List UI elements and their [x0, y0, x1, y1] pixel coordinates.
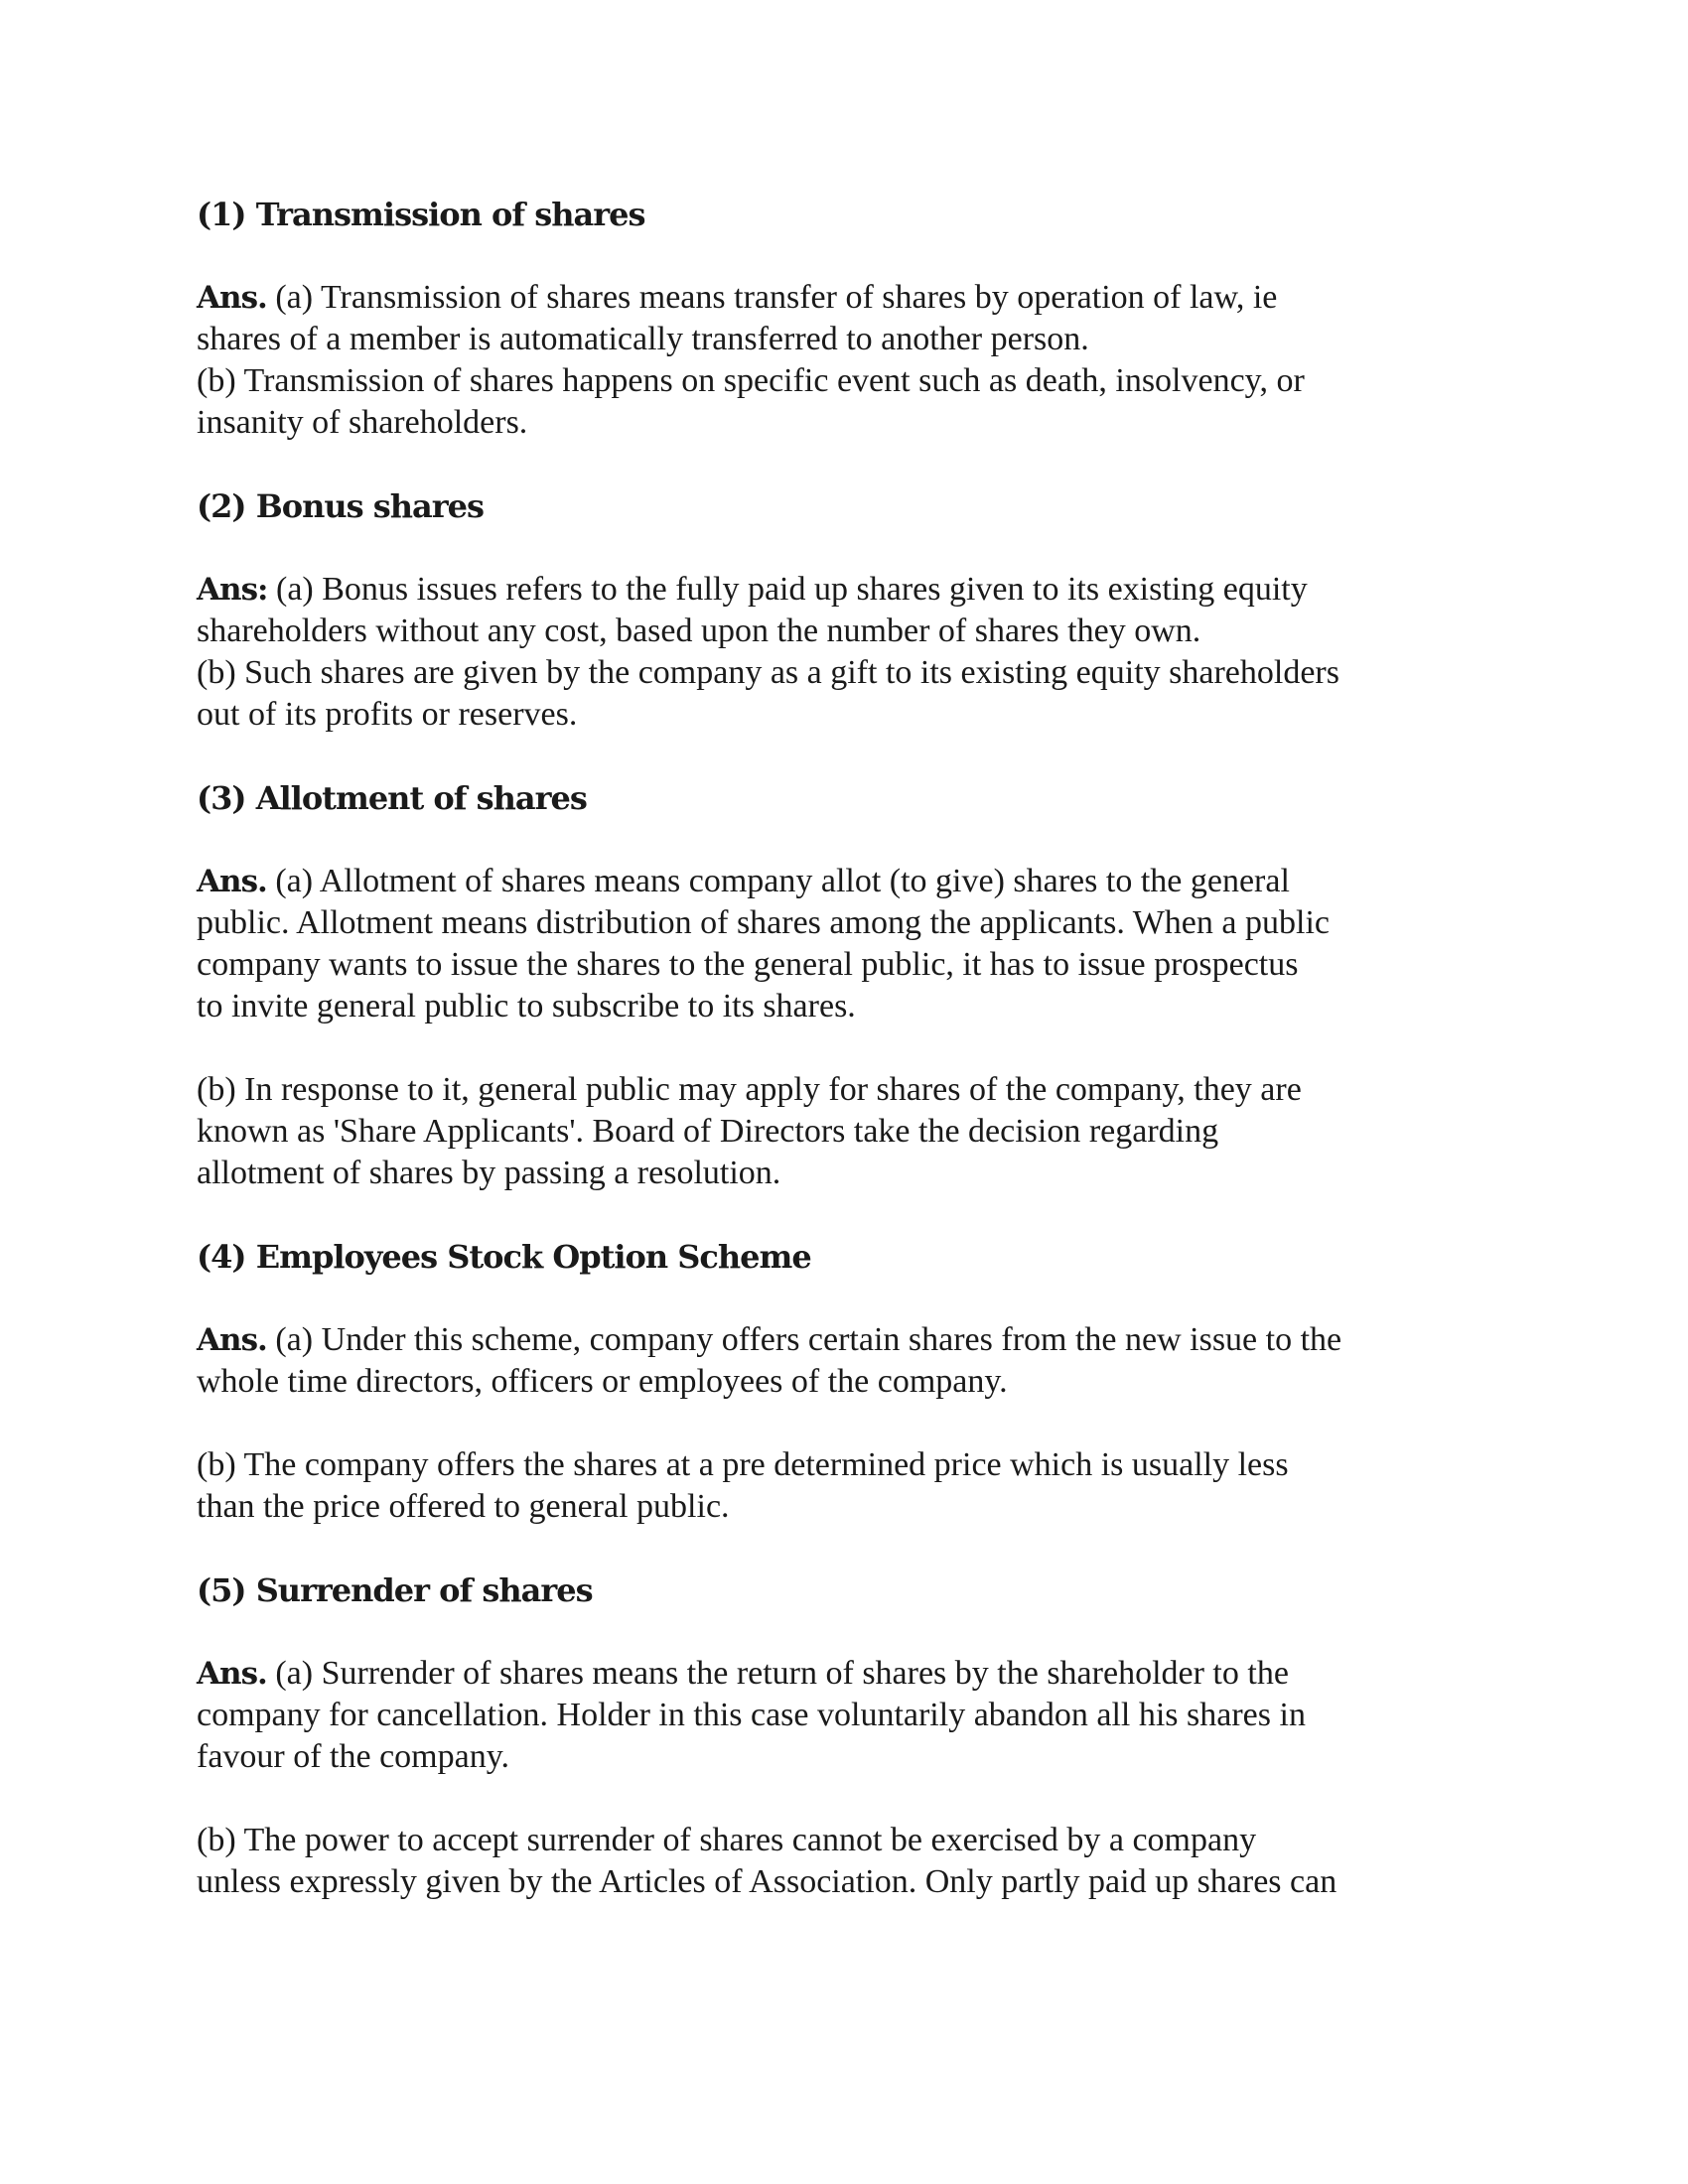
answer-paragraph: [197, 569, 1497, 736]
answer-text: (a) Bonus issues refers to the fully paid up shares given to its existing equity shareholders without any cost, based upon the number of shares they own. (b) Such shares are given by the company as a gift to its existing equity shareholders out of its profits or reserves.: [197, 571, 1339, 733]
section-heading: (1) Transmission of shares: [197, 196, 645, 233]
answer-paragraph: (b) The company offers the shares at a pre determined price which is usually less than the price offered to general public.: [197, 1446, 1289, 1525]
answer-label: Ans.: [197, 280, 267, 316]
section-heading: (4) Employees Stock Option Scheme: [197, 1238, 811, 1276]
answer-paragraph: [197, 861, 1497, 1027]
answer-text: (a) Transmission of shares means transfer of shares by operation of law, ie shares of a member is automatically transferred to another person. (b) Transmission of shares happens on specific event such as death, insolvency, or insanity of shareholders.: [197, 279, 1305, 441]
answer-paragraph: (b) The power to accept surrender of shares cannot be exercised by a company unless expressly given by the Articles of Association. Only partly paid up shares can: [197, 1822, 1337, 1900]
answer-label: Ans:: [197, 572, 268, 608]
section-heading: (5) Surrender of shares: [197, 1571, 593, 1609]
answer-paragraph: [197, 1319, 1497, 1403]
section-heading: (2) Bonus shares: [197, 487, 485, 525]
answer-label: Ans.: [197, 864, 267, 899]
answer-label: Ans.: [197, 1322, 267, 1358]
answer-text: (a) Allotment of shares means company allot (to give) shares to the general public. Allotment means distribution of shares among the applicants. When a public company wants to issue the shares to the general public, it has to issue prospectus to invite general public to subscribe to its shares.: [197, 863, 1330, 1024]
section-heading: (3) Allotment of shares: [197, 779, 587, 817]
answer-text: (a) Under this scheme, company offers certain shares from the new issue to the whole time directors, officers or employees of the company.: [197, 1321, 1342, 1400]
answer-paragraph: [197, 277, 1497, 444]
answer-paragraph: [197, 1653, 1497, 1778]
answer-label: Ans.: [197, 1656, 267, 1692]
answer-text: (a) Surrender of shares means the return of shares by the shareholder to the company for cancellation. Holder in this case voluntarily abandon all his shares in favour of the company.: [197, 1655, 1306, 1775]
document-page: [197, 194, 1497, 1903]
answer-paragraph: (b) In response to it, general public may apply for shares of the company, they are known as 'Share Applicants'. Board of Directors take the decision regarding allotment of shares by passing a resolution.: [197, 1071, 1302, 1191]
